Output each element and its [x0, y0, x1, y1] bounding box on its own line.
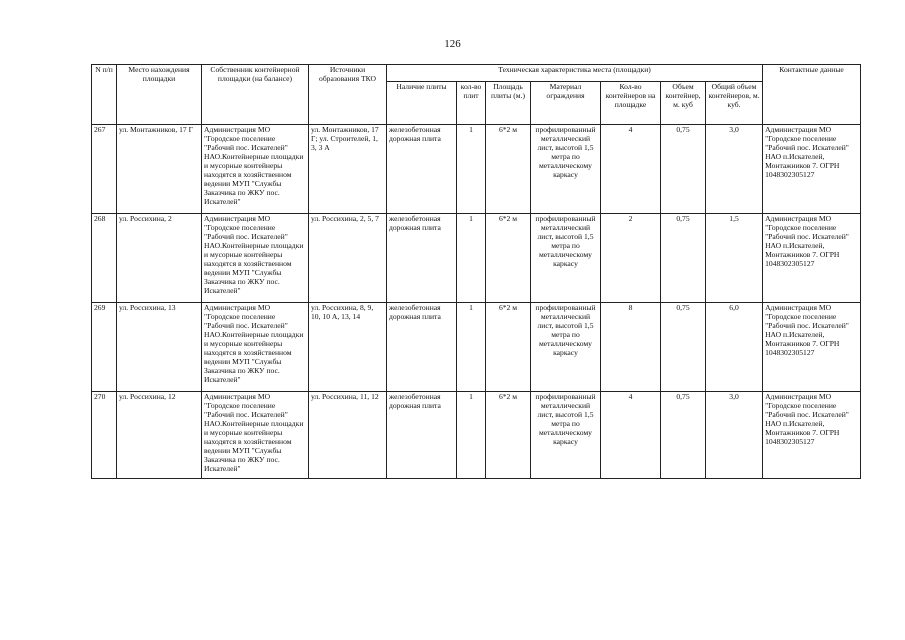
cell-fence: профилированный металлический лист, высотой 1,5 метра по металлическому каркасу	[531, 214, 601, 303]
header-sources: Источники образования ТКО	[309, 65, 387, 125]
header-contacts: Контактные данные	[763, 65, 861, 125]
cell-slab: железобетонная дорожная плита	[387, 214, 457, 303]
cell-num: 269	[92, 303, 117, 392]
cell-num: 270	[92, 392, 117, 479]
cell-slab-count: 1	[457, 125, 486, 214]
cell-sources: ул. Монтажников, 17 Г; ул. Строителей, 1, 3, 3 А	[309, 125, 387, 214]
cell-location: ул. Монтажников, 17 Г	[117, 125, 202, 214]
cell-total-volume: 6,0	[706, 303, 763, 392]
subheader-fence: Материал ограждения	[531, 82, 601, 125]
cell-slab-area: 6*2 м	[486, 214, 531, 303]
cell-sources: ул. Россихина, 11, 12	[309, 392, 387, 479]
cell-volume: 0,75	[661, 392, 706, 479]
cell-fence: профилированный металлический лист, высотой 1,5 метра по металлическому каркасу	[531, 125, 601, 214]
table-row	[92, 303, 861, 392]
page-number: 126	[444, 38, 461, 50]
cell-slab-area: 6*2 м	[486, 392, 531, 479]
cell-contacts: Администрация МО "Городское поселение "Рабочий пос. Искателей" НАО п.Искателей, Монтажников 7. ОГРН 1048302305127	[763, 392, 861, 479]
cell-sources: ул. Россихина, 2, 5, 7	[309, 214, 387, 303]
cell-slab-area: 6*2 м	[486, 303, 531, 392]
cell-contacts: Администрация МО "Городское поселение "Рабочий пос. Искателей" НАО п.Искателей, Монтажников 7. ОГРН 1048302305127	[763, 214, 861, 303]
cell-fence: профилированный металлический лист, высотой 1,5 метра по металлическому каркасу	[531, 303, 601, 392]
cell-slab-count: 1	[457, 214, 486, 303]
cell-slab: железобетонная дорожная плита	[387, 303, 457, 392]
cell-num: 267	[92, 125, 117, 214]
cell-slab: железобетонная дорожная плита	[387, 125, 457, 214]
subheader-slab: Наличие плиты	[387, 82, 457, 125]
cell-slab-count: 1	[457, 392, 486, 479]
header-row	[92, 65, 861, 82]
cell-total-volume: 1,5	[706, 214, 763, 303]
header-tech: Техническая характеристика места (площадки)	[387, 65, 763, 82]
cell-volume: 0,75	[661, 214, 706, 303]
cell-volume: 0,75	[661, 125, 706, 214]
cell-owner: Администрация МО "Городское поселение "Рабочий пос. Искателей" НАО.Контейнерные площадки и мусорные контейнеры находятся в хозяйственном ведении МУП "Службы Заказчика по ЖКУ пос. Искателей"	[202, 392, 309, 479]
cell-location: ул. Россихина, 13	[117, 303, 202, 392]
cell-location: ул. Россихина, 12	[117, 392, 202, 479]
table-row	[92, 214, 861, 303]
cell-num: 268	[92, 214, 117, 303]
subheader-slab-area: Площадь плиты (м.)	[486, 82, 531, 125]
cell-owner: Администрация МО "Городское поселение "Рабочий пос. Искателей" НАО.Контейнерные площадки и мусорные контейнеры находятся в хозяйственном ведении МУП "Службы Заказчика по ЖКУ пос. Искателей"	[202, 214, 309, 303]
cell-sources: ул. Россихина, 8, 9, 10, 10 А, 13, 14	[309, 303, 387, 392]
cell-total-volume: 3,0	[706, 392, 763, 479]
container-sites-table	[91, 64, 861, 479]
cell-containers: 8	[601, 303, 661, 392]
cell-slab-count: 1	[457, 303, 486, 392]
table-row	[92, 392, 861, 479]
cell-slab: железобетонная дорожная плита	[387, 392, 457, 479]
subheader-slab-count: кол-во плит	[457, 82, 486, 125]
header-location: Место нахождения площадки	[117, 65, 202, 125]
header-num: N п/п	[92, 65, 117, 125]
header-owner: Собственник контейнерной площадки (на балансе)	[202, 65, 309, 125]
cell-total-volume: 3,0	[706, 125, 763, 214]
cell-owner: Администрация МО "Городское поселение "Рабочий пос. Искателей" НАО.Контейнерные площадки и мусорные контейнеры находятся в хозяйственном ведении МУП "Службы Заказчика по ЖКУ пос. Искателей"	[202, 303, 309, 392]
cell-containers: 2	[601, 214, 661, 303]
cell-slab-area: 6*2 м	[486, 125, 531, 214]
cell-volume: 0,75	[661, 303, 706, 392]
cell-fence: профилированный металлический лист, высотой 1,5 метра по металлическому каркасу	[531, 392, 601, 479]
subheader-volume: Объем контейнер, м. куб	[661, 82, 706, 125]
table-row	[92, 125, 861, 214]
subheader-containers: Кол-во контейнеров на площадке	[601, 82, 661, 125]
cell-location: ул. Россихина, 2	[117, 214, 202, 303]
cell-owner: Администрация МО "Городское поселение "Рабочий пос. Искателей" НАО.Контейнерные площадки и мусорные контейнеры находятся в хозяйственном ведении МУП "Службы Заказчика по ЖКУ пос. Искателей"	[202, 125, 309, 214]
cell-contacts: Администрация МО "Городское поселение "Рабочий пос. Искателей" НАО п.Искателей, Монтажников 7. ОГРН 1048302305127	[763, 125, 861, 214]
subheader-total-volume: Общий объем контейнеров, м. куб.	[706, 82, 763, 125]
cell-contacts: Администрация МО "Городское поселение "Рабочий пос. Искателей" НАО п.Искателей, Монтажников 7. ОГРН 1048302305127	[763, 303, 861, 392]
cell-containers: 4	[601, 392, 661, 479]
cell-containers: 4	[601, 125, 661, 214]
